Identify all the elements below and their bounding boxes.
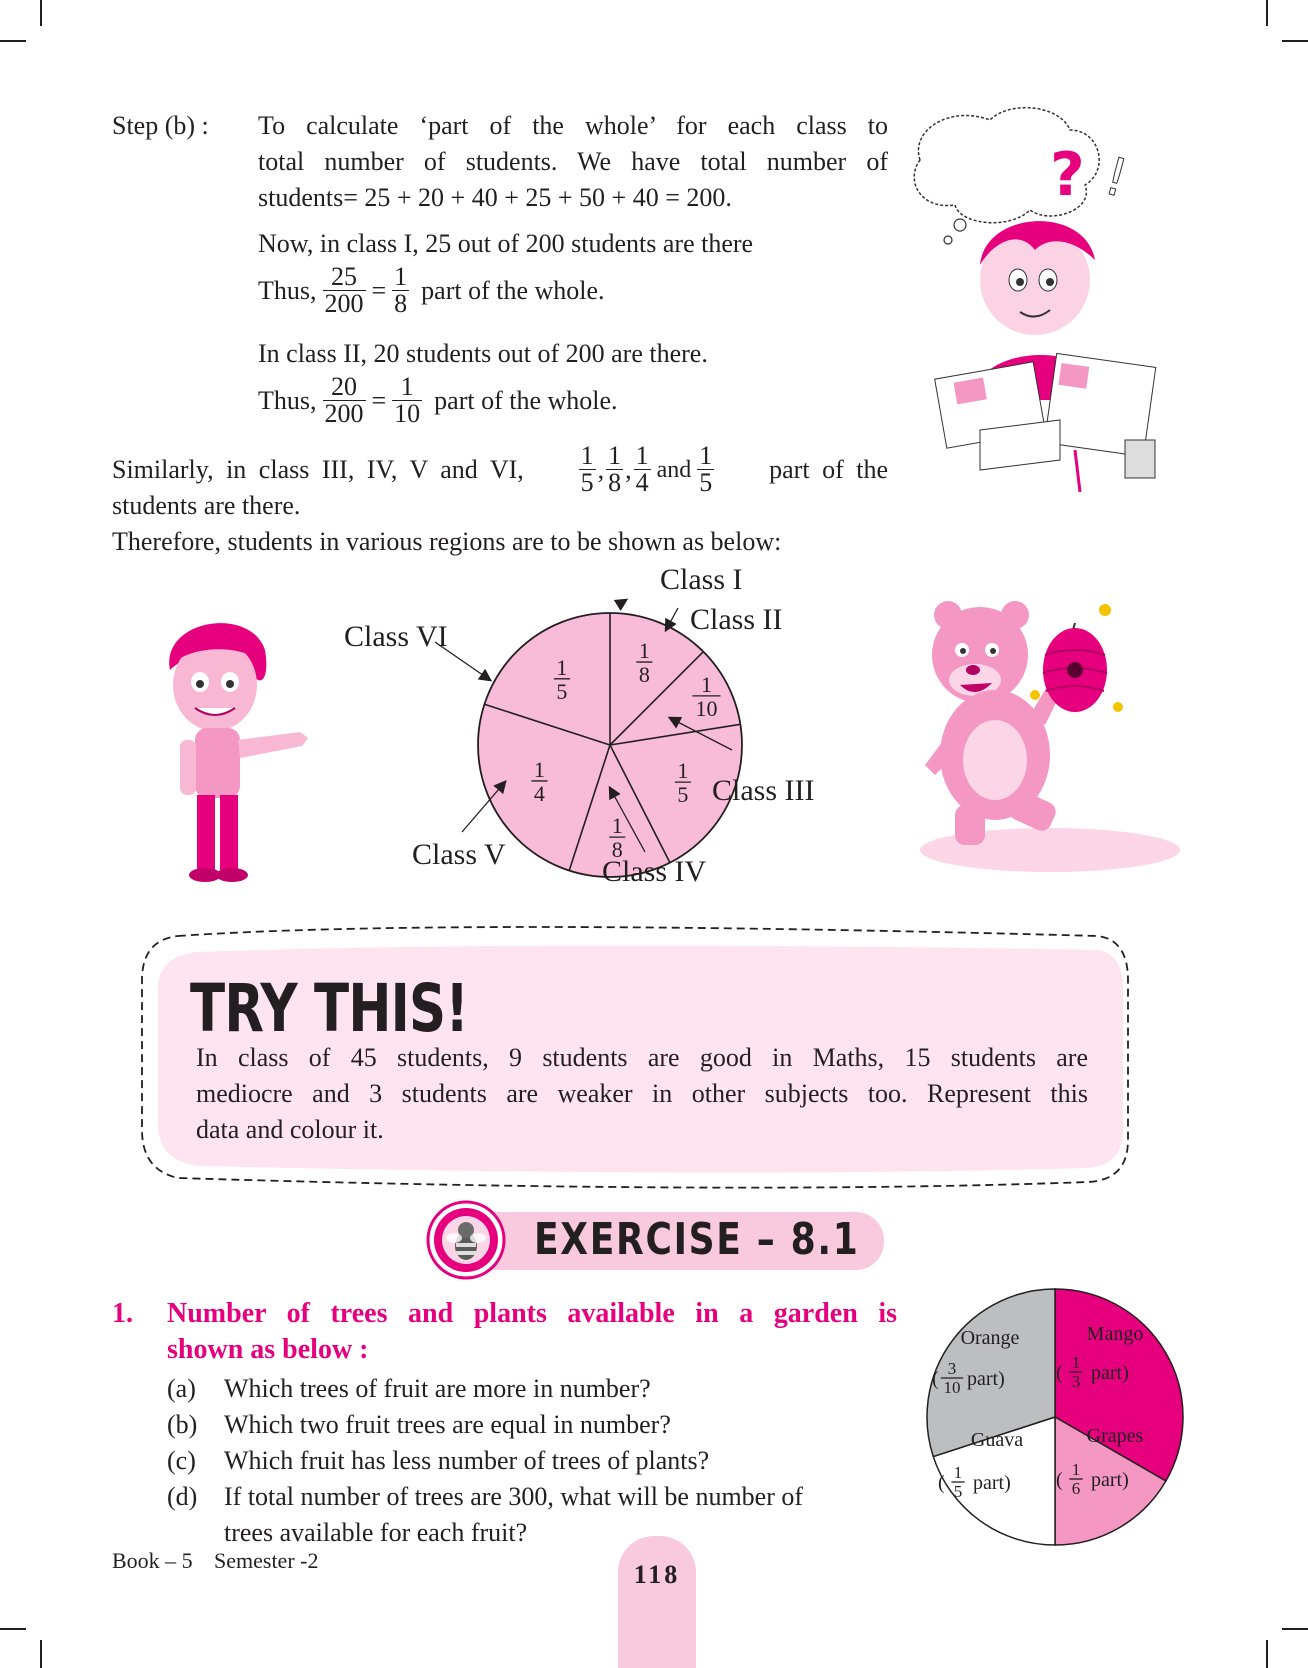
fraction-denominator: 5 — [556, 678, 568, 704]
class1-line: Now, in class I, 25 out of 200 students are there — [258, 229, 754, 258]
fraction-denominator: 5 — [677, 782, 689, 808]
fraction-numerator: 1 — [677, 758, 689, 784]
try-this-line: mediocre and 3 students are weaker in other subjects too. Represent this — [196, 1079, 1088, 1108]
footer-semester: Semester -2 — [214, 1548, 319, 1573]
fraction: $\frac{1}{5}$ — [699, 441, 713, 497]
equals-sign: = — [371, 385, 387, 415]
similarly-text-end: part of the — [769, 454, 888, 484]
and-word: and — [656, 456, 692, 483]
try-this-title: TRY THIS! — [190, 970, 469, 1047]
page-number: 118 — [633, 1560, 681, 1589]
fruit-name: Mango — [1086, 1323, 1144, 1345]
fraction-numerator: 1 — [533, 756, 545, 782]
fraction-numerator: 1 — [700, 671, 712, 697]
question-item: (a) Which trees of fruit are more in number? — [167, 1374, 651, 1403]
similarly-cont: students are there. — [112, 491, 301, 520]
fraction-numerator: 3 — [947, 1359, 957, 1378]
step-text — [258, 108, 888, 216]
fraction: $\frac{1}{10}$ — [394, 372, 421, 428]
pie-label-arrow — [666, 608, 678, 630]
question-line: shown as below : — [167, 1334, 369, 1365]
equation-class1 — [258, 264, 605, 317]
pie-class-label: Class IV — [602, 855, 707, 888]
similarly-text: Similarly, in class III, IV, V and VI, — [112, 454, 524, 484]
question-item: (c) Which fruit has less number of trees of plants? — [167, 1446, 710, 1475]
fraction: $\frac{25}{200}$ — [324, 262, 364, 318]
part-suffix: part) — [1091, 1469, 1129, 1491]
similarly-fractions: $\frac{1}{5}$ , $\frac{1}{8}$ , $\frac{1}{4}$ and $\frac{1}{5}$ — [580, 441, 713, 497]
page-number-tab — [618, 1536, 696, 1668]
equation-class2 — [258, 374, 618, 427]
fraction-numerator: 1 — [556, 654, 568, 680]
crop-mark — [0, 1628, 26, 1630]
try-this-line: data and colour it. — [196, 1115, 384, 1144]
pie-class-label: Class III — [712, 774, 815, 807]
crop-mark — [1282, 40, 1308, 42]
question-number: 1. — [112, 1298, 133, 1329]
fraction: $\frac{1}{4}$ — [635, 441, 649, 497]
part-suffix: part) — [1091, 1362, 1129, 1384]
fraction-denominator: 8 — [638, 662, 650, 688]
svg-text:!: ! — [1098, 146, 1134, 210]
fraction-numerator: 1 — [1071, 1353, 1081, 1372]
class2-line: In class II, 20 students out of 200 are there. — [258, 339, 708, 368]
try-this-line: In class of 45 students, 9 students are good in Maths, 15 students are — [196, 1043, 1088, 1072]
pointing-boy-illustration — [150, 610, 330, 890]
fruit-pie-chart — [915, 1282, 1195, 1552]
open-paren: ( — [1056, 1469, 1063, 1491]
step-line: students= 25 + 20 + 40 + 25 + 50 + 40 = 200. — [258, 183, 732, 212]
fruit-name: Guava — [970, 1429, 1024, 1451]
fraction-numerator: 1 — [611, 813, 623, 839]
question-line: Number of trees and plants available in a garden is — [167, 1298, 897, 1329]
crop-mark — [1266, 1640, 1268, 1668]
open-paren: ( — [1056, 1362, 1063, 1384]
fraction-denominator: 8 — [611, 837, 623, 863]
open-paren: ( — [938, 1472, 945, 1494]
step-line: To calculate ‘part of the whole’ for each class to — [258, 111, 888, 140]
fraction-denominator: 10 — [695, 695, 718, 721]
pie-label-arrow — [435, 642, 490, 680]
pie-class-label: Class V — [412, 838, 506, 871]
fraction: $\frac{1}{8}$ — [608, 441, 622, 497]
class-pie-chart — [340, 560, 880, 920]
fraction-numerator: 1 — [638, 638, 650, 664]
fruit-name: Orange — [960, 1327, 1020, 1349]
try-this-text — [196, 1040, 1088, 1148]
crop-mark — [1266, 0, 1268, 26]
fraction-denominator: 5 — [953, 1482, 963, 1501]
fraction-denominator: 4 — [533, 780, 545, 806]
part-suffix: part) — [967, 1368, 1005, 1390]
thus-word: Thus, — [258, 275, 317, 305]
pie-class-label: Class II — [690, 603, 783, 636]
fraction: $\frac{1}{8}$ — [394, 262, 408, 318]
pie-class-label: Class I — [660, 563, 743, 596]
part-text: part of the whole. — [421, 275, 605, 305]
pie-class-label: Class VI — [344, 620, 448, 653]
footer-book: Book – 5 — [112, 1548, 193, 1573]
question-items — [167, 1371, 907, 1551]
crop-mark — [40, 0, 42, 26]
open-paren: ( — [932, 1368, 939, 1390]
part-text: part of the whole. — [434, 385, 618, 415]
thus-word: Thus, — [258, 385, 317, 415]
bee-badge-icon — [426, 1200, 506, 1280]
part-suffix: part) — [973, 1472, 1011, 1494]
fruit-name: Grapes — [1086, 1425, 1144, 1447]
fraction-denominator: 10 — [943, 1378, 961, 1397]
fraction-denominator: 3 — [1071, 1372, 1081, 1391]
fraction-numerator: 1 — [953, 1463, 963, 1482]
svg-text:?: ? — [1050, 140, 1085, 210]
question-item: (b) Which two fruit trees are equal in number? — [167, 1410, 671, 1439]
question-heading — [167, 1296, 897, 1368]
fraction-numerator: 1 — [1071, 1460, 1081, 1479]
fraction: $\frac{1}{5}$ — [580, 441, 594, 497]
crop-mark — [40, 1640, 42, 1668]
question-item-cont: trees available for each fruit? — [224, 1518, 528, 1547]
question-item: (d) If total number of trees are 300, what will be number of — [167, 1482, 804, 1511]
step-line: total number of students. We have total number of — [258, 147, 888, 176]
fraction-denominator: 6 — [1071, 1479, 1081, 1498]
equals-sign: = — [371, 275, 387, 305]
bear-with-beehive-illustration — [900, 595, 1190, 880]
pie-label-arrow — [618, 600, 626, 605]
step-label: Step (b) : — [112, 111, 209, 140]
crop-mark — [1282, 1628, 1308, 1630]
therefore-line: Therefore, students in various regions are to be shown as below: — [112, 527, 782, 556]
thinking-boy-illustration — [900, 100, 1190, 500]
crop-mark — [0, 40, 26, 42]
exercise-title: EXERCISE – 8.1 — [534, 1214, 860, 1265]
fraction: $\frac{20}{200}$ — [324, 372, 364, 428]
